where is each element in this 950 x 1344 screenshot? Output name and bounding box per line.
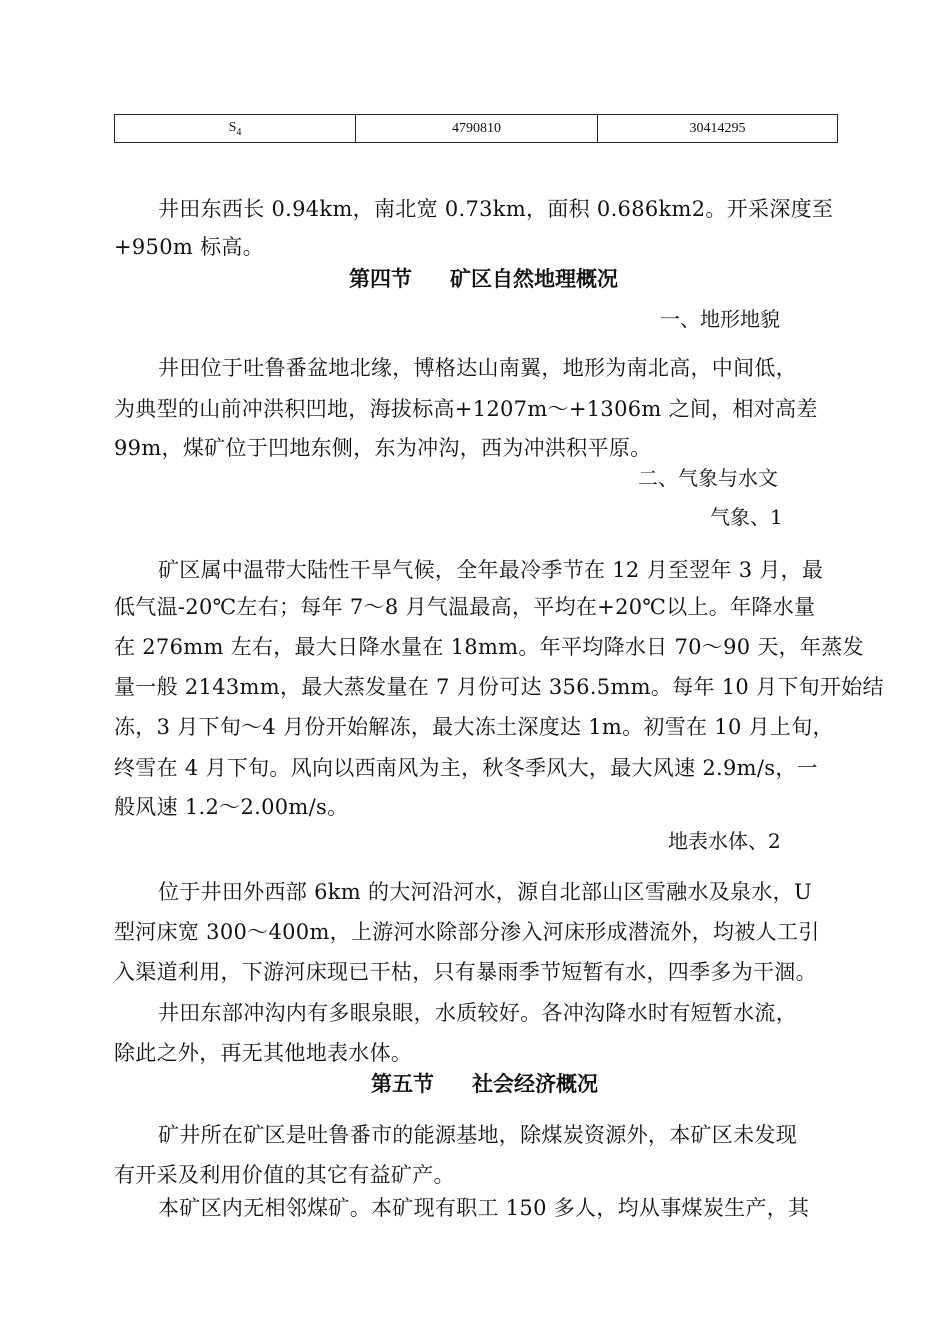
subsection-heading: 地表水体、2 (668, 829, 781, 853)
paragraph-line: 入渠道利用，下游河床现已干枯，只有暴雨季节短暂有水，四季多为干涸。 (114, 960, 817, 984)
paragraph-line: 井田东西长 0.94km，南北宽 0.73km，面积 0.686km2。开采深度至 (158, 197, 834, 221)
paragraph-line: 终雪在 4 月下旬。风向以西南风为主，秋冬季风大，最大风速 2.9m/s，一 (114, 756, 818, 780)
section-heading-5 (371, 1069, 598, 1099)
paragraph-line: +950m 标高。 (114, 235, 264, 259)
section-number: 第五节 (371, 1071, 434, 1096)
subscript: 4 (236, 126, 242, 138)
paragraph-line: 除此之外，再无其他地表水体。 (114, 1041, 413, 1065)
paragraph-line: 99m，煤矿位于凹地东侧，东为冲沟，西为冲洪积平原。 (114, 436, 652, 460)
paragraph-line: 量一般 2143mm，最大蒸发量在 7 月份可达 356.5mm。每年 10 月下旬开始结 (114, 675, 884, 699)
paragraph-line: 本矿区内无相邻煤矿。本矿现有职工 150 多人，均从事煤炭生产，其 (158, 1196, 810, 1220)
paragraph-line: 有开采及利用价值的其它有益矿产。 (114, 1163, 455, 1187)
subsection-heading: 二、气象与水文 (638, 466, 778, 490)
paragraph-line: 冻，3 月下旬～4 月份开始解冻，最大冻土深度达 1m。初雪在 10 月上旬， (114, 715, 834, 739)
section-title: 社会经济概况 (472, 1071, 598, 1096)
section-number: 第四节 (349, 266, 412, 291)
coordinate-table (114, 114, 838, 143)
paragraph-line: 在 276mm 左右，最大日降水量在 18mm。年平均降水日 70～90 天，年蒸发 (114, 635, 864, 659)
section-title: 矿区自然地理概况 (450, 266, 618, 291)
table-row (115, 115, 838, 143)
section-heading-4 (349, 264, 618, 294)
paragraph-line: 低气温-20℃左右；每年 7～8 月气温最高，平均在+20℃以上。年降水量 (114, 595, 816, 619)
paragraph-line: 般风速 1.2～2.00m/s。 (114, 795, 349, 819)
table-cell-x: 4790810 (356, 115, 598, 143)
paragraph-line: 井田位于吐鲁番盆地北缘，博格达山南翼，地形为南北高，中间低， (158, 356, 797, 380)
table-cell-y: 30414295 (598, 115, 838, 143)
paragraph-line: 矿井所在矿区是吐鲁番市的能源基地，除煤炭资源外，本矿区未发现 (158, 1123, 797, 1147)
table-cell-point: $S_4$ (115, 115, 356, 143)
subsection-heading: 气象、1 (710, 505, 783, 529)
paragraph-line: 为典型的山前冲洪积凹地，海拔标高+1207m～+1306m 之间，相对高差 (114, 397, 818, 421)
paragraph-line: 井田东部冲沟内有多眼泉眼，水质较好。各冲沟降水时有短暂水流， (158, 1001, 797, 1025)
paragraph-line: 位于井田外西部 6km 的大河沿河水，源自北部山区雪融水及泉水，U (158, 880, 812, 904)
paragraph-line: 型河床宽 300～400m，上游河水除部分渗入河床形成潜流外，均被人工引 (114, 920, 820, 944)
paragraph-line: 矿区属中温带大陆性干旱气候，全年最冷季节在 12 月至翌年 3 月，最 (158, 558, 824, 582)
subsection-heading: 一、地形地貌 (660, 307, 780, 331)
